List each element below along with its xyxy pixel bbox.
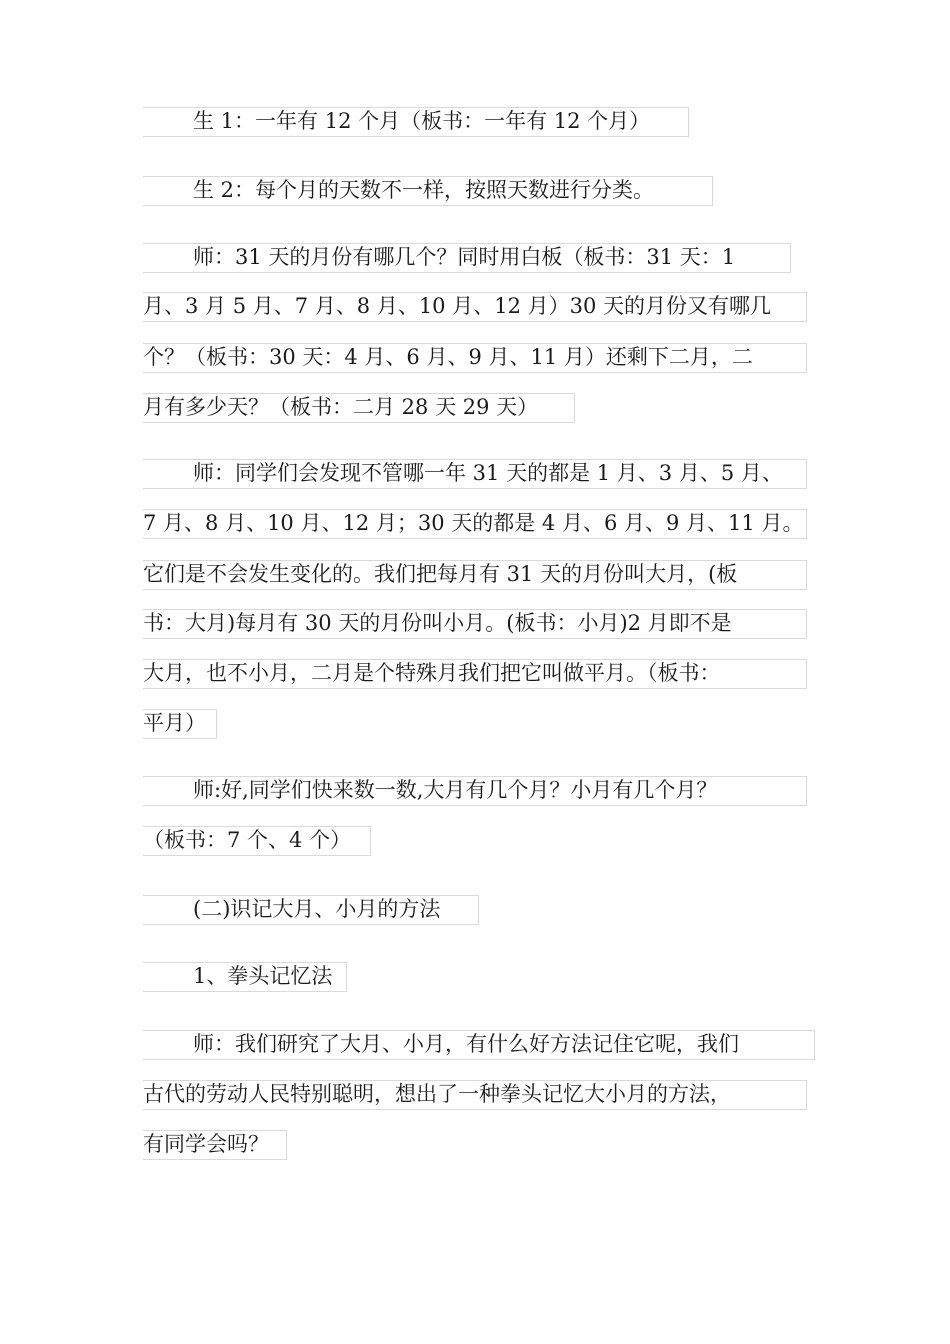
line-text: 生 1：一年有 12 个月（板书：一年有 12 个月） xyxy=(193,109,651,133)
line-text: 师:好,同学们快来数一数,大月有几个月？小月有几个月？ xyxy=(193,778,718,802)
line-text: 生 2：每个月的天数不一样，按照天数进行分类。 xyxy=(193,178,655,202)
paragraph-line xyxy=(143,1030,815,1060)
line-text: 月有多少天？（板书：二月 28 天 29 天） xyxy=(143,395,539,419)
line-text: 师：我们研究了大月、小月，有什么好方法记住它呢，我们 xyxy=(193,1032,739,1056)
line-text: 书：大月)每月有 30 天的月份叫小月。(板书：小月)2 月即不是 xyxy=(143,611,732,635)
paragraph-line xyxy=(143,709,217,739)
line-text: 大月，也不小月，二月是个特殊月我们把它叫做平月。（板书： xyxy=(143,661,721,685)
line-text: (二)识记大月、小月的方法 xyxy=(193,897,441,921)
paragraph-line xyxy=(143,243,791,273)
paragraph-line xyxy=(143,107,689,137)
line-text: 1、拳头记忆法 xyxy=(193,964,333,988)
subsection-heading xyxy=(143,962,347,992)
paragraph-line xyxy=(143,176,713,206)
paragraph-line xyxy=(143,1130,287,1160)
paragraph-line xyxy=(143,659,807,689)
line-text: 师：31 天的月份有哪几个？同时用白板（板书：31 天：1 xyxy=(193,245,736,269)
line-text: 它们是不会发生变化的。我们把每月有 31 天的月份叫大月，(板 xyxy=(143,562,738,586)
paragraph-line xyxy=(143,826,371,856)
line-text: 个？（板书：30 天：4 月、6 月、9 月、11 月）还剩下二月，二 xyxy=(143,345,753,369)
line-text: 平月） xyxy=(143,711,206,735)
paragraph-line xyxy=(143,776,807,806)
paragraph-line xyxy=(143,292,807,322)
paragraph-line xyxy=(143,609,807,639)
line-text: （板书：7 个、4 个） xyxy=(143,828,352,852)
line-text: 古代的劳动人民特别聪明，想出了一种拳头记忆大小月的方法， xyxy=(143,1082,731,1106)
paragraph-line xyxy=(143,459,807,489)
paragraph-line xyxy=(143,393,575,423)
section-heading xyxy=(143,895,479,925)
line-text: 月、3 月 5 月、7 月、8 月、10 月、12 月）30 天的月份又有哪几 xyxy=(143,294,772,318)
line-text: 师：同学们会发现不管哪一年 31 天的都是 1 月、3 月、5 月、 xyxy=(193,461,783,485)
paragraph-line xyxy=(143,1080,807,1110)
line-text: 有同学会吗？ xyxy=(143,1132,269,1156)
paragraph-line xyxy=(143,560,807,590)
paragraph-line xyxy=(143,343,807,373)
line-text: 7 月、8 月、10 月、12 月；30 天的都是 4 月、6 月、9 月、11 月。 xyxy=(143,511,804,535)
paragraph-line xyxy=(143,509,807,539)
